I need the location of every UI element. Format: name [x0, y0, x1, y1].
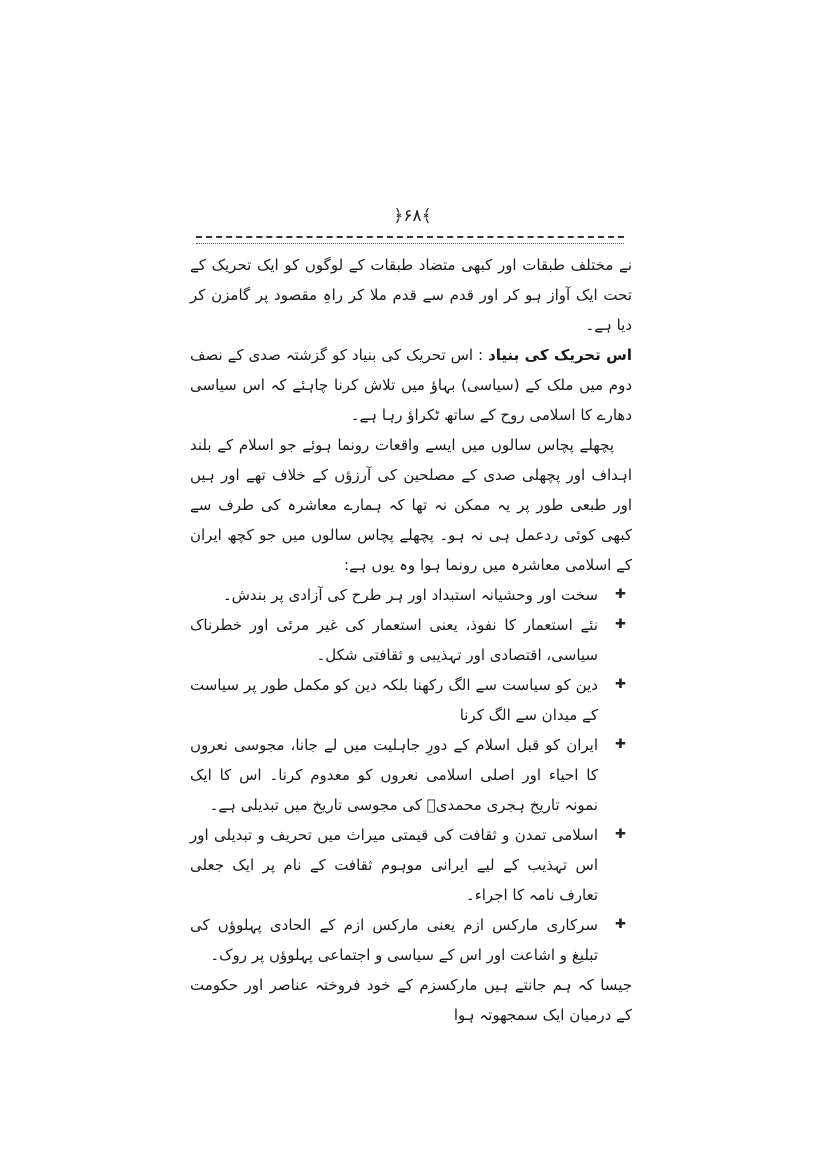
paragraph-1: نے مختلف طبقات اور کبھی متضاد طبقات کے لوگوں کو ایک تحریک کے تحت ایک آواز ہو کر اور قدم سے قدم ملا کر راہِ مقصود پر گامزن کر دیا ہے۔: [190, 256, 632, 334]
list-item-text: سخت اور وحشیانہ استبداد اور ہر طرح کی آزادی پر بندش۔: [222, 586, 598, 604]
list-item-text: ایران کو قبل اسلام کے دورِ جاہلیت میں لے جانا، مجوسی نعروں کا احیاء اور اصلی اسلامی نعروں کو معدوم کرنا۔ اس کا ایک نمونہ تاریخ ہجری محمدیؐ کی مجوسی تاریخ میں تبدیلی ہے۔: [190, 736, 598, 814]
page-number: ﴿۶۸﴾: [393, 206, 432, 226]
bullet-list: [190, 580, 632, 970]
page-body: [190, 250, 632, 1030]
list-item: [190, 580, 632, 610]
list-item: [190, 730, 632, 820]
cross-bullet-icon: ✚: [615, 677, 626, 692]
cross-bullet-icon: ✚: [615, 587, 626, 602]
closing-paragraph: جیسا کہ ہم جانتے ہیں مارکسزم کے خود فروختہ عناصر اور حکومت کے درمیان ایک سمجھوتہ ہوا: [190, 976, 632, 1024]
list-item-text: سرکاری مارکس ازم یعنی مارکس ازم کے الحادی پہلوؤں کی تبلیغ و اشاعت اور اس کے سیاسی و اجتماعی پہلوؤں پر روک۔: [190, 916, 598, 964]
cross-bullet-icon: ✚: [615, 617, 626, 632]
list-item: [190, 670, 632, 730]
cross-bullet-icon: ✚: [615, 827, 626, 842]
list-item: [190, 820, 632, 910]
list-item-text: دین کو سیاست سے الگ رکھنا بلکہ دین کو مکمل طور پر سیاست کے میدان سے الگ کرنا: [190, 676, 598, 724]
paragraph-3: پچھلے پچاس سالوں میں ایسے واقعات رونما ہوئے جو اسلام کے بلند اہداف اور پچھلی صدی کے مصلحین کی آرزؤں کے خلاف تھے اور ہیں اور طبعی طور پر یہ ممکن نہ تھا کہ ہمارے معاشرہ کی طرف سے کبھی کوئی ردعمل ہی نہ ہو۔ پچھلے پچاس سالوں میں جو کچھ ایران کے اسلامی معاشرہ میں رونما ہوا وہ یوں ہے:: [190, 436, 632, 574]
cross-bullet-icon: ✚: [615, 737, 626, 752]
cross-bullet-icon: ✚: [615, 917, 626, 932]
paragraph-2-heading: اس تحریک کی بنیاد: [488, 346, 632, 364]
paragraph-2: [190, 340, 632, 430]
list-item-text: اسلامی تمدن و ثقافت کی قیمتی میراث میں تحریف و تبدیلی اور اس تہذیب کے لیے ایرانی موہوم ثقافت کے نام پر ایک جعلی تعارف نامہ کا اجراء۔: [190, 826, 598, 904]
list-item: [190, 610, 632, 670]
list-item: [190, 910, 632, 970]
paragraph-2-text: : اس تحریک کی بنیاد کو گزشتہ صدی کے نصف دوم میں ملک کے (سیاسی) بہاؤ میں تلاش کرنا چاہئے کہ اس سیاسی دھارے کا اسلامی روح کے ساتھ ٹکراؤ رہا ہے۔: [190, 346, 632, 424]
list-item-text: نئے استعمار کا نفوذ، یعنی استعمار کی غیر مرئی اور خطرناک سیاسی، اقتصادی اور تہذیبی و ثقافتی شکل۔: [190, 616, 598, 664]
header-divider: [196, 236, 624, 244]
